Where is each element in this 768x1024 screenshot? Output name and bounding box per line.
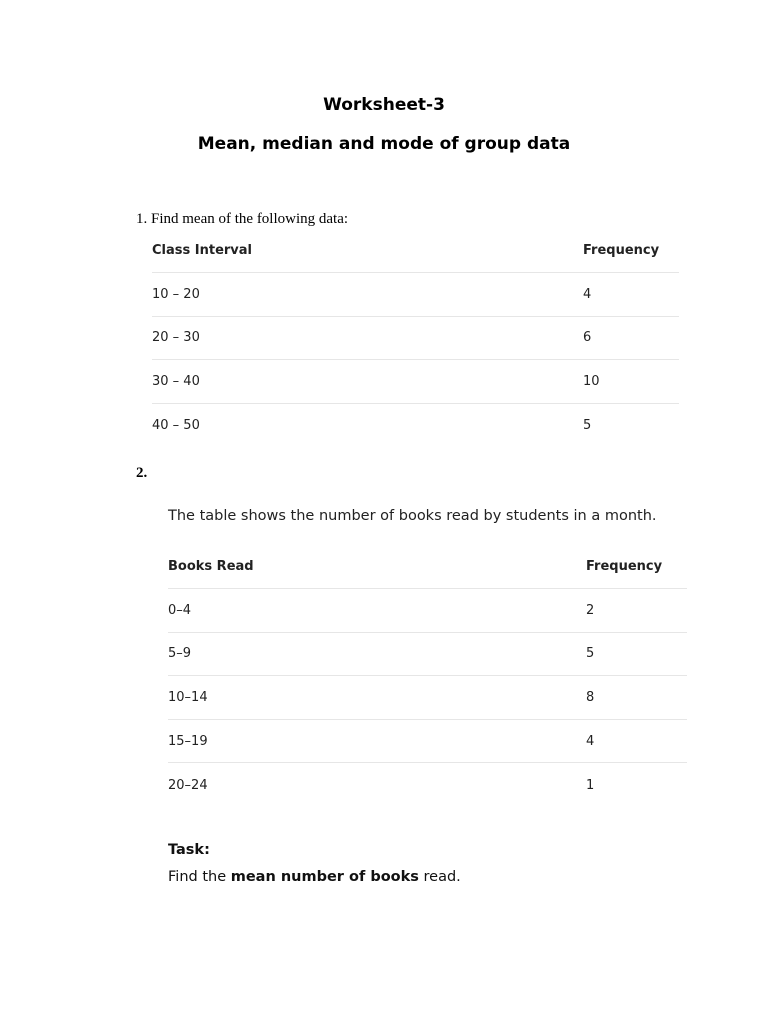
books-read-cell: 0–4	[168, 602, 192, 618]
frequency-cell: 5	[583, 417, 592, 433]
frequency-cell: 5	[586, 646, 595, 662]
table-row	[168, 763, 687, 807]
frequency-cell: 10	[583, 374, 600, 390]
frequency-cell: 8	[586, 690, 595, 706]
table-row	[168, 719, 687, 763]
books-read-cell: 15–19	[168, 733, 208, 749]
table-row	[168, 589, 687, 633]
task-text-emphasis: mean number of books	[230, 869, 419, 885]
books-read-cell: 5–9	[168, 646, 192, 662]
table-row	[152, 273, 679, 317]
table-header-row	[152, 229, 679, 273]
frequency-cell: 4	[586, 733, 595, 749]
class-interval-cell: 20 – 30	[152, 330, 200, 346]
column-header-frequency: Frequency	[583, 243, 660, 259]
books-read-frequency-table	[168, 545, 687, 807]
frequency-cell: 6	[583, 330, 592, 346]
table-header-row	[168, 545, 687, 589]
task-text-suffix: read.	[418, 869, 461, 885]
question-2-label: 2.	[136, 465, 148, 481]
table-row	[168, 632, 687, 676]
task-instruction	[168, 869, 461, 885]
frequency-cell: 2	[586, 602, 595, 618]
class-interval-cell: 40 – 50	[152, 417, 200, 433]
frequency-cell: 4	[583, 286, 592, 302]
table-row	[168, 676, 687, 720]
class-interval-cell: 10 – 20	[152, 286, 200, 302]
worksheet-subtitle: Mean, median and mode of group data	[197, 134, 571, 154]
task-heading: Task:	[168, 842, 210, 858]
question-2-intro: The table shows the number of books read by students in a month.	[168, 508, 657, 524]
table-row	[152, 360, 679, 404]
class-interval-cell: 30 – 40	[152, 374, 200, 390]
column-header-class-interval: Class Interval	[152, 243, 253, 259]
task-text-prefix: Find the	[168, 869, 231, 885]
class-interval-frequency-table	[152, 229, 679, 447]
books-read-cell: 10–14	[168, 690, 208, 706]
table-row	[152, 316, 679, 360]
column-header-books-read: Books Read	[168, 559, 254, 575]
frequency-cell: 1	[586, 777, 595, 793]
table-row	[152, 403, 679, 447]
worksheet-title: Worksheet-3	[323, 95, 445, 115]
question-1-label: 1. Find mean of the following data:	[136, 211, 349, 227]
books-read-cell: 20–24	[168, 777, 208, 793]
column-header-frequency: Frequency	[586, 559, 663, 575]
